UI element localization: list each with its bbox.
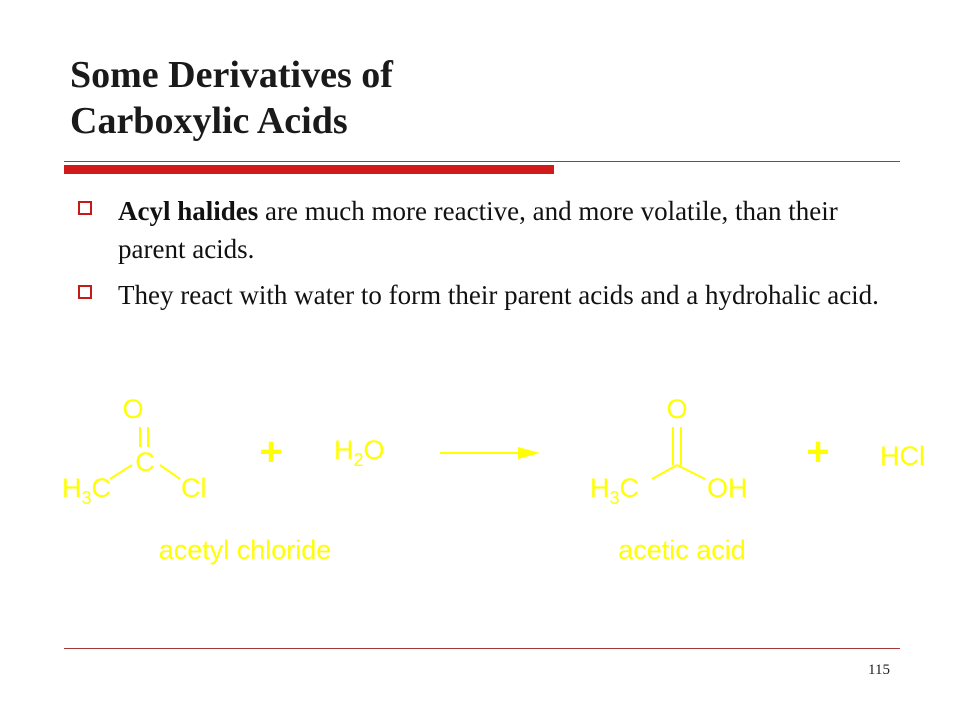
single-bond (160, 465, 180, 479)
bullet-text: are much more reactive, and more volatile, than their parent acids. (118, 196, 838, 264)
acetyl-chloride-name: acetyl chloride (158, 535, 332, 565)
title-line-2: Carboxylic Acids (70, 100, 348, 142)
acetic-acid-structure (590, 394, 748, 508)
square-bullet-icon (78, 285, 92, 299)
reaction-scheme (40, 385, 940, 585)
bullet-text: They react with water to form their parent acids and a hydrohalic acid. (118, 280, 879, 310)
page-number: 115 (868, 662, 890, 678)
title-underline-accent (64, 165, 554, 174)
bullet-item (78, 192, 898, 268)
water-label: $H_2O$ (334, 435, 385, 470)
footer-rule (64, 648, 900, 649)
acetic-acid-name: acetic acid (618, 535, 746, 565)
carbonyl-oxygen-label: O (666, 394, 688, 424)
single-bond (677, 465, 705, 479)
title-line-1: Some Derivatives of (70, 54, 393, 96)
reaction-arrow-icon (440, 447, 540, 459)
plus-sign: + (806, 430, 830, 474)
methyl-group-label: $H_3C$ (62, 473, 112, 508)
acetyl-chloride-structure (62, 394, 207, 508)
square-bullet-icon (78, 201, 92, 215)
central-carbon-label: C (135, 447, 155, 477)
slide-title (70, 52, 890, 144)
single-bond (652, 465, 677, 479)
hydrochloric-acid-label: HCl (880, 441, 925, 471)
carbonyl-oxygen-label: O (122, 394, 144, 424)
hydroxyl-label: OH (707, 473, 748, 503)
methyl-group-label: $H_3C$ (590, 473, 640, 508)
title-underline-thin (64, 161, 900, 162)
bullet-bold-term: Acyl halides (118, 196, 259, 226)
single-bond (110, 465, 132, 479)
plus-sign: + (259, 430, 283, 474)
bullet-list (78, 192, 898, 322)
chlorine-label: Cl (181, 473, 207, 503)
bullet-item (78, 276, 898, 314)
